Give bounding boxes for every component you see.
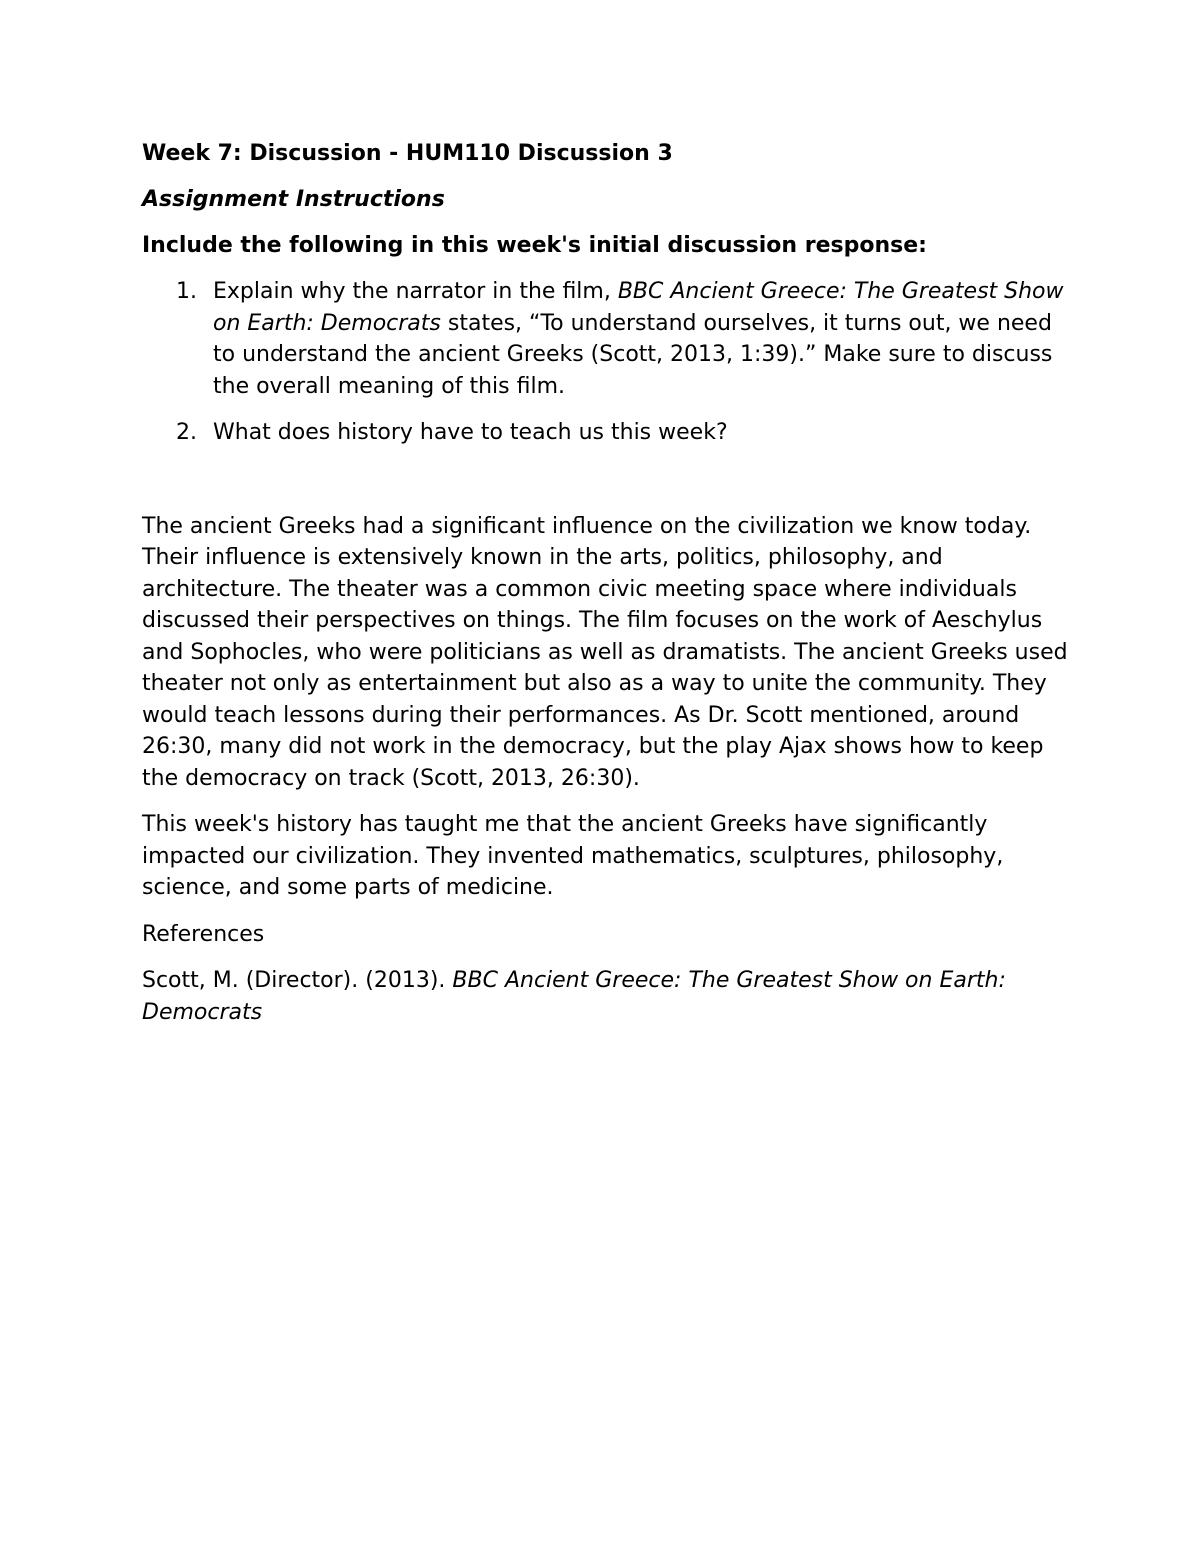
document-page xyxy=(142,138,1072,1043)
question-text-pre: Explain why the narrator in the film, xyxy=(213,279,618,304)
response-paragraph: The ancient Greeks had a significant influence on the civilization we know today. Their influence is extensively known in the arts, politics, philosophy, and architecture. The theater was a common civic meeting space where individuals discussed their perspectives on things. The film focuses on the work of Aeschylus and Sophocles, who were politicians as well as dramatists. The ancient Greeks used theater not only as entertainment but also as a way to unite the community. They would teach lessons during their performances. As Dr. Scott mentioned, around 26:30, many did not work in the democracy, but the play Ajax shows how to keep the democracy on track (Scott, 2013, 26:30). xyxy=(142,513,1068,791)
question-text-post: states, “To understand ourselves, it turns out, we need to understand the ancient Greeks (Scott, 2013, 1:39).” Make sure to discuss the overall meaning of this film. xyxy=(213,310,1053,399)
reference-entry xyxy=(142,965,1072,1028)
spacer xyxy=(142,464,1072,511)
references-heading: References xyxy=(142,921,265,947)
response-paragraph: This week's history has taught me that the ancient Greeks have significantly impacted our civilization. They invented mathematics, sculptures, philosophy, science, and some parts of medicine. xyxy=(142,812,1004,900)
assignment-instructions-heading: Assignment Instructions xyxy=(142,187,445,212)
list-item-number: 1. xyxy=(176,279,197,304)
list-item xyxy=(142,276,1072,402)
instructions-intro: Include the following in this week's initial discussion response: xyxy=(142,233,927,258)
reference-title: BBC Ancient Greece: The Greatest Show on Earth: Democrats xyxy=(142,968,1006,1025)
list-item-number: 2. xyxy=(176,420,197,445)
document-title: Week 7: Discussion - HUM110 Discussion 3 xyxy=(142,141,673,166)
film-title: BBC Ancient Greece: The Greatest Show on Earth: Democrats xyxy=(213,279,1064,336)
list-item xyxy=(142,417,1072,449)
question-list xyxy=(142,276,1072,449)
reference-author: Scott, M. (Director). (2013). xyxy=(142,968,453,993)
question-text: What does history have to teach us this week? xyxy=(213,420,728,445)
